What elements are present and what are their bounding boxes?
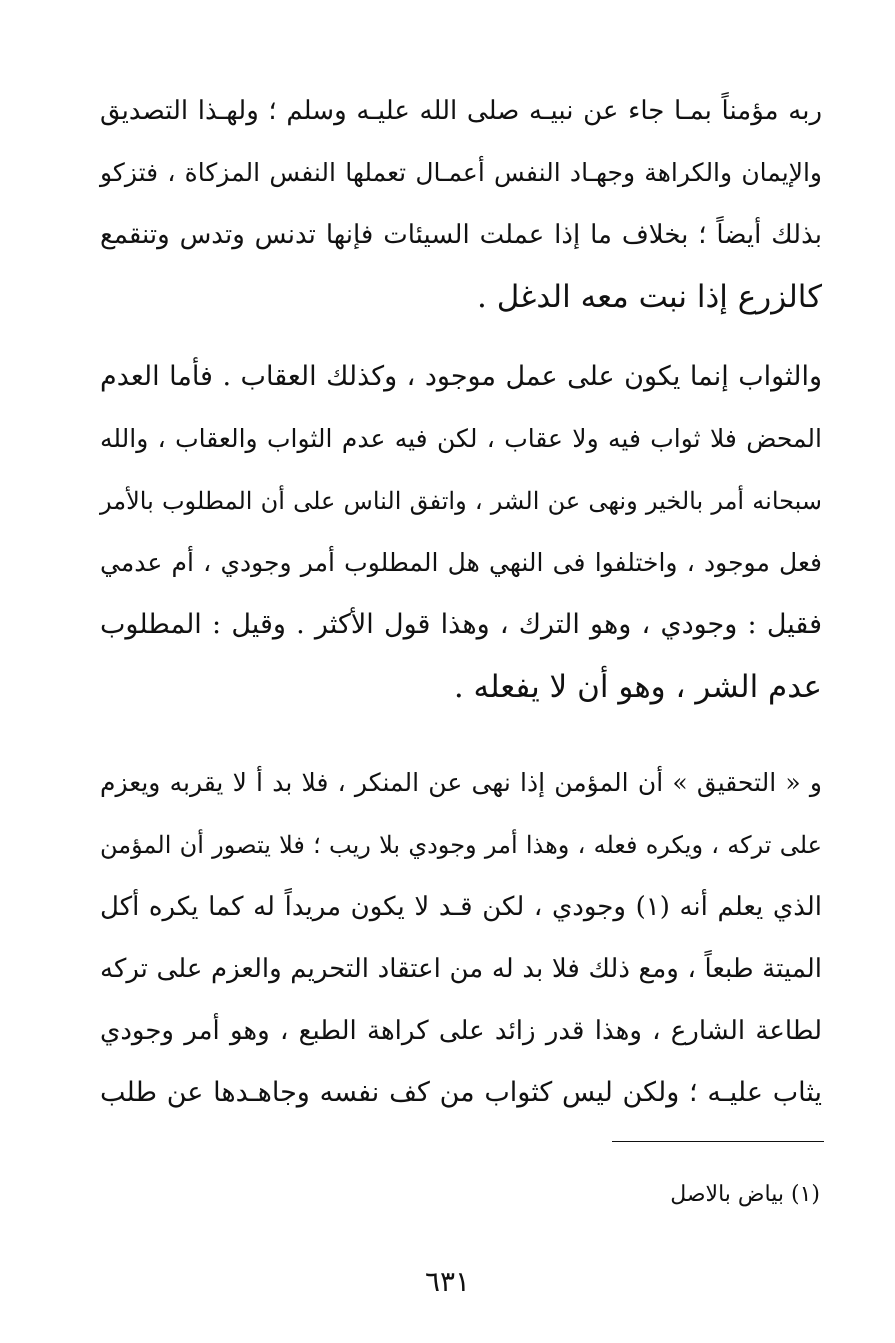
text-line: ربه مؤمناً بمـا جاء عن نبيـه صلى الله عليـه وسلم ؛ ولهـذا التصديق [100, 96, 822, 126]
text-line: كالزرع إذا نبت معه الدغل . [477, 279, 822, 315]
text-line: سبحانه أمر بالخير ونهى عن الشر ، واتفق الناس على أن المطلوب بالأمر [100, 487, 822, 515]
text-line: والإيمان والكراهة وجهـاد النفس أعمـال تعملها النفس المزكاة ، فتزكو [100, 158, 822, 187]
text-line: فقيل : وجودي ، وهو الترك ، وهذا قول الأكثر . وقيل : المطلوب [100, 609, 822, 640]
paragraph-1 [100, 80, 822, 328]
text-line: على تركه ، ويكره فعله ، وهذا أمر وجودي بلا ريب ؛ فلا يتصور أن المؤمن [100, 831, 822, 859]
text-line: والثواب إنما يكون على عمل موجود ، وكذلك العقاب . فأما العدم [100, 361, 822, 392]
text-line: عدم الشر ، وهو أن لا يفعله . [453, 669, 822, 705]
text-line: فعل موجود ، واختلفوا فى النهي هل المطلوب أمر وجودي ، أم عدمي [100, 548, 822, 577]
footnote: (١) بياض بالاصل [670, 1182, 820, 1207]
text-line: بذلك أيضاً ؛ بخلاف ما إذا عملت السيئات فإنها تدنس وتدس وتنقمع [100, 220, 822, 250]
paragraph-2 [100, 346, 822, 718]
text-line: الميتة طبعاً ، ومع ذلك فلا بد له من اعتقاد التحريم والعزم على تركه [100, 954, 822, 984]
text-line: يثاب عليـه ؛ ولكن ليس كثواب من كف نفسه وجاهـدها عن طلب [100, 1077, 823, 1108]
paragraph-3 [100, 752, 822, 1124]
text-line: لطاعة الشارع ، وهذا قدر زائد على كراهة الطبع ، وهو أمر وجودي [100, 1016, 822, 1046]
text-line: و « التحقيق » أن المؤمن إذا نهى عن المنكر ، فلا بد أ لا يقربه ويعزم [100, 768, 822, 797]
page-number: ٦٣١ [424, 1265, 471, 1298]
text-line: الذي يعلم أنه (١) وجودي ، لكن قـد لا يكون مريداً له كما يكره أكل [100, 892, 823, 922]
footnote-divider [612, 1141, 824, 1142]
text-line: المحض فلا ثواب فيه ولا عقاب ، لكن فيه عدم الثواب والعقاب ، والله [100, 424, 822, 453]
